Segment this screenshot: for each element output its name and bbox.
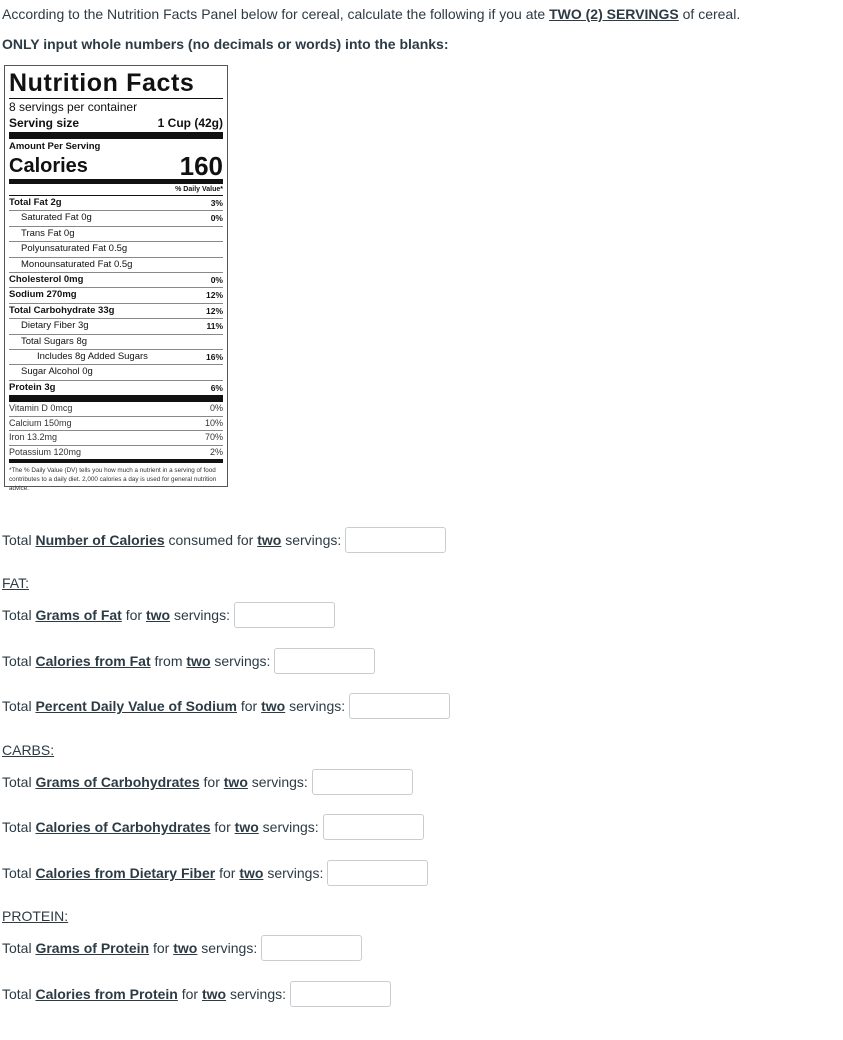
question-term: Grams of Carbohydrates — [35, 774, 200, 790]
vitamin-pct: 2% — [209, 446, 223, 457]
nutrient-row — [9, 211, 223, 226]
nutrient-name: Polyunsaturated Fat 0.5g — [21, 243, 128, 255]
nutrient-name: Total Fat 2g — [9, 197, 62, 208]
two-word: two — [234, 819, 259, 835]
two-word: two — [173, 940, 198, 956]
question-text — [2, 607, 230, 623]
instruction-text-end: of cereal. — [678, 6, 741, 22]
nutrient-row — [9, 242, 223, 257]
nutrient-name: Cholesterol 0mg — [9, 274, 84, 286]
question-text — [2, 865, 323, 881]
nutrient-row — [9, 319, 223, 334]
nutrient-name: Total Sugars 8g — [21, 335, 88, 347]
question-fiber-calories — [2, 860, 428, 886]
total-word: Total — [2, 532, 32, 548]
nutrient-pct: 11% — [206, 321, 223, 332]
total-word: Total — [2, 653, 32, 669]
instruction-line-2: ONLY input whole numbers (no decimals or words) into the blanks: — [2, 36, 449, 52]
nutrient-row — [9, 350, 223, 365]
question-term: Calories from Fat — [35, 653, 151, 669]
question-protein-grams — [2, 935, 362, 961]
question-text — [2, 986, 286, 1002]
question-text — [2, 653, 270, 669]
nutrient-row — [9, 273, 223, 288]
two-word: two — [239, 865, 264, 881]
serving-size-label: Serving size — [9, 116, 80, 130]
instruction-line-1 — [2, 6, 740, 22]
nutrient-pct: 12% — [205, 290, 223, 301]
question-mid: for — [203, 774, 220, 790]
servings-word: servings: — [214, 653, 271, 669]
two-word: two — [186, 653, 211, 669]
nutrient-name: Total Carbohydrate 33g — [9, 304, 115, 316]
vitamin-row — [9, 431, 223, 446]
daily-value-header: % Daily Value* — [9, 184, 223, 196]
servings-per-container — [9, 99, 223, 115]
vitamin-name: Potassium 120mg — [9, 446, 82, 457]
nutrient-name: Dietary Fiber 3g — [21, 320, 89, 332]
serving-size-row — [9, 115, 223, 139]
calories-answer-input[interactable] — [345, 527, 446, 553]
nutrient-name: Includes 8g Added Sugars — [37, 351, 148, 363]
question-term: Calories of Carbohydrates — [35, 819, 211, 835]
question-mid: for — [214, 819, 231, 835]
total-word: Total — [2, 986, 32, 1002]
question-mid: for — [240, 698, 258, 714]
nutrient-pct: 6% — [210, 382, 223, 393]
two-word: two — [261, 698, 286, 714]
two-word: two — [201, 986, 227, 1002]
nutrient-pct: 0% — [210, 275, 223, 286]
nutrient-name: Trans Fat 0g — [21, 227, 75, 239]
servings-word: servings: — [285, 532, 342, 548]
servings-word: servings: — [251, 774, 308, 790]
question-sodium — [2, 693, 450, 719]
servings-per-container-text: 8 servings per container — [9, 100, 138, 114]
instruction-text: According to the Nutrition Facts Panel below for cereal, calculate the following if you ate — [2, 6, 550, 22]
two-word: two — [145, 607, 171, 623]
servings-word: servings: — [173, 607, 230, 623]
nutrient-name: Monounsaturated Fat 0.5g — [21, 258, 133, 270]
vitamin-row — [9, 402, 223, 417]
question-mid: for — [181, 986, 199, 1002]
question-protein-calories — [2, 981, 391, 1007]
servings-word: servings: — [262, 819, 319, 835]
nutrient-pct: 12% — [205, 305, 223, 316]
calories-row — [9, 153, 223, 184]
nutrient-row — [9, 335, 223, 350]
vitamin-row — [9, 446, 223, 464]
vitamin-pct: 70% — [204, 432, 223, 443]
total-word: Total — [2, 865, 32, 881]
nutrient-pct: 3% — [210, 198, 223, 208]
nutrient-row — [9, 288, 223, 303]
nutrient-row — [9, 304, 223, 319]
total-word: Total — [2, 940, 32, 956]
fat-grams-answer-input[interactable] — [234, 602, 335, 628]
total-word: Total — [2, 698, 32, 714]
label-title: Nutrition Facts — [9, 68, 223, 99]
nutrient-name: Saturated Fat 0g — [21, 212, 92, 224]
question-mid: consumed for — [168, 532, 254, 548]
calories-value: 160 — [179, 151, 223, 181]
section-fat: FAT: — [2, 575, 29, 591]
two-word: two — [223, 774, 248, 790]
nutrient-pct: 16% — [205, 352, 223, 363]
label-footnote: *The % Daily Value (DV) tells you how much a nutrient in a serving of food contributes to a daily diet. 2,000 calories a day is used for general nutrition advice. — [9, 467, 217, 493]
two-word: two — [257, 532, 282, 548]
protein-calories-answer-input[interactable] — [290, 981, 391, 1007]
two-servings-emphasis: TWO (2) SERVINGS — [549, 6, 679, 22]
total-word: Total — [2, 607, 32, 623]
question-text — [2, 532, 341, 548]
vitamin-name: Iron 13.2mg — [9, 432, 58, 443]
section-protein: PROTEIN: — [2, 908, 69, 924]
question-term: Calories from Dietary Fiber — [35, 865, 216, 881]
vitamin-name: Calcium 150mg — [9, 417, 72, 428]
carb-grams-answer-input[interactable] — [312, 769, 413, 795]
nutrient-row — [9, 227, 223, 242]
vitamin-name: Vitamin D 0mcg — [9, 403, 73, 414]
protein-grams-answer-input[interactable] — [261, 935, 362, 961]
nutrient-row — [9, 196, 223, 211]
question-mid: for — [219, 865, 236, 881]
vitamin-pct: 10% — [204, 417, 223, 428]
question-text — [2, 819, 319, 835]
vitamin-pct: 0% — [209, 403, 223, 414]
nutrition-facts-label — [4, 65, 228, 493]
nutrient-row — [9, 365, 223, 380]
amount-per-serving: Amount Per Serving — [9, 141, 101, 152]
nutrient-pct: 0% — [210, 213, 223, 224]
calories-label: Calories — [9, 155, 88, 177]
nutrient-name: Sodium 270mg — [9, 289, 77, 301]
question-mid: from — [154, 653, 183, 669]
question-carb-grams — [2, 769, 413, 795]
nutrient-row — [9, 258, 223, 273]
question-carb-calories — [2, 814, 424, 840]
servings-word: servings: — [267, 865, 324, 881]
question-term: Number of Calories — [35, 532, 165, 548]
fiber-calories-answer-input[interactable] — [327, 860, 428, 886]
serving-size-value: 1 Cup (42g) — [157, 116, 223, 130]
servings-word: servings: — [229, 986, 286, 1002]
question-term: Calories from Protein — [35, 986, 178, 1002]
vitamin-row — [9, 417, 223, 432]
total-word: Total — [2, 774, 32, 790]
question-term: Grams of Fat — [35, 607, 122, 623]
question-calories — [2, 527, 446, 553]
question-term: Percent Daily Value of Sodium — [35, 698, 237, 714]
servings-word: servings: — [289, 698, 346, 714]
question-fat-grams — [2, 602, 335, 628]
question-text — [2, 774, 308, 790]
question-mid: for — [125, 607, 143, 623]
question-mid: for — [152, 940, 170, 956]
nutrient-name: Sugar Alcohol 0g — [21, 366, 93, 378]
question-term: Grams of Protein — [35, 940, 150, 956]
section-carbs: CARBS: — [2, 742, 55, 758]
question-text — [2, 940, 257, 956]
nutrient-row — [9, 381, 223, 402]
question-fat-calories — [2, 648, 375, 674]
nutrient-name: Protein 3g — [9, 381, 56, 393]
servings-word: servings: — [201, 940, 258, 956]
carb-calories-answer-input[interactable] — [323, 814, 424, 840]
fat-calories-answer-input[interactable] — [274, 648, 375, 674]
total-word: Total — [2, 819, 32, 835]
sodium-answer-input[interactable] — [349, 693, 450, 719]
question-text — [2, 698, 345, 714]
